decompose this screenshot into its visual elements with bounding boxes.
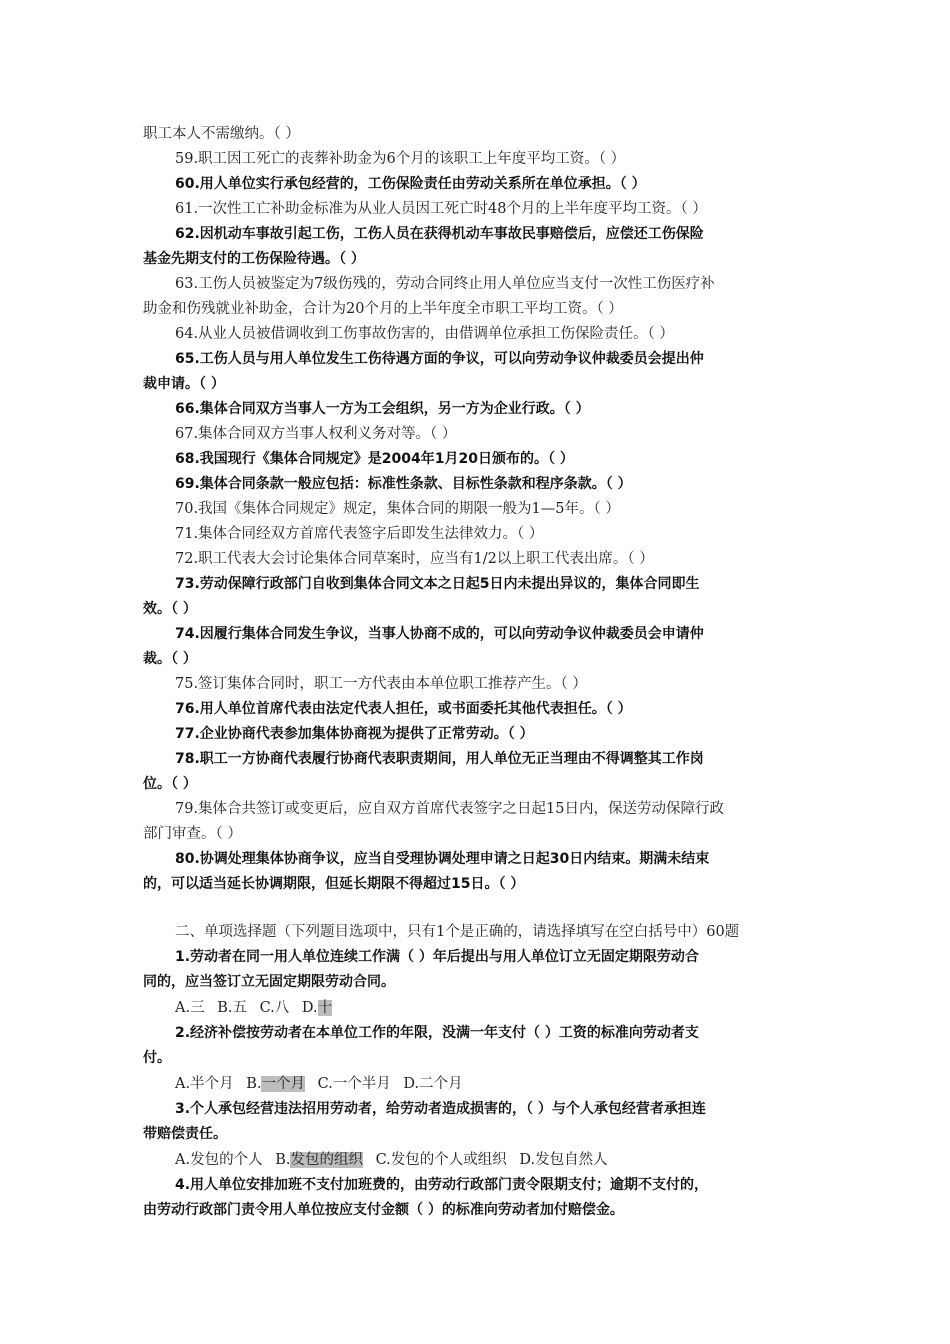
text-line: 部门审查。（ ） <box>143 826 242 842</box>
text-line: 72.职工代表大会讨论集体合同草案时，应当有1/2以上职工代表出席。（ ） <box>175 551 654 567</box>
question-text: 由劳动行政部门责令用人单位按应支付金额（ ）的标准向劳动者加付赔偿金。 <box>143 1202 624 1218</box>
text-line: 67.集体合同双方当事人权利义务对等。（ ） <box>175 426 457 442</box>
question-text: 3.个人承包经营违法招用劳动者，给劳动者造成损害的，（ ）与个人承包经营者承担连 <box>175 1101 706 1117</box>
option-c: C.一个半月 <box>317 1076 391 1092</box>
option-a: A.半个月 <box>175 1076 234 1092</box>
text-line: 73.劳动保障行政部门自收到集体合同文本之日起5日内未提出异议的，集体合同即生 <box>175 576 700 592</box>
text-line: 助金和伤残就业补助金，合计为20个月的上半年度全市职工平均工资。（ ） <box>143 301 623 317</box>
question-text: 付。 <box>143 1050 171 1066</box>
text-line: 76.用人单位首席代表由法定代表人担任，或书面委托其他代表担任。（ ） <box>175 701 632 717</box>
options-row <box>175 1148 616 1173</box>
highlighted-answer: 一个月 <box>261 1076 305 1092</box>
text-line: 裁申请。（ ） <box>143 376 225 392</box>
option-b-highlighted: B.一个月 <box>246 1076 305 1092</box>
option-b: B.五 <box>217 1000 247 1016</box>
text-line: 职工本人不需缴纳。（ ） <box>143 126 300 142</box>
question-text: 1.劳动者在同一用人单位连续工作满（ ）年后提出与用人单位订立无固定期限劳动合 <box>175 949 699 965</box>
text-line: 59.职工因工死亡的丧葬补助金为6个月的该职工上年度平均工资。（ ） <box>175 151 626 167</box>
question-text: 带赔偿责任。 <box>143 1126 227 1142</box>
text-line: 65.工伤人员与用人单位发生工伤待遇方面的争议，可以向劳动争议仲裁委员会提出仲 <box>175 351 704 367</box>
option-c: C.发包的个人或组织 <box>375 1152 507 1168</box>
highlighted-answer: 发包的组织 <box>290 1152 363 1168</box>
question-text: 同的，应当签订立无固定期限劳动合同。 <box>143 974 395 990</box>
text-line: 79.集体合共签订或变更后，应自双方首席代表签字之日起15日内，保送劳动保障行政 <box>175 801 725 817</box>
text-line: 63.工伤人员被鉴定为7级伤残的，劳动合同终止用人单位应当支付一次性工伤医疗补 <box>175 276 715 292</box>
text-line: 效。（ ） <box>143 601 197 617</box>
text-line: 基金先期支付的工伤保险待遇。（ ） <box>143 251 365 267</box>
text-line: 66.集体合同双方当事人一方为工会组织，另一方为企业行政。（ ） <box>175 401 590 417</box>
text-line: 74.因履行集体合同发生争议，当事人协商不成的，可以向劳动争议仲裁委员会申请仲 <box>175 626 704 642</box>
question-text: 4.用人单位安排加班不支付加班费的，由劳动行政部门责令限期支付；逾期不支付的， <box>175 1177 709 1193</box>
option-c: C.八 <box>259 1000 290 1016</box>
question-text: 2.经济补偿按劳动者在本单位工作的年限，没满一年支付（ ）工资的标准向劳动者支 <box>175 1025 699 1041</box>
text-line: 61.一次性工亡补助金标准为从业人员因工死亡时48个月的上半年度平均工资。（ ） <box>175 201 707 217</box>
option-a: A.发包的个人 <box>175 1152 263 1168</box>
text-line: 77.企业协商代表参加集体协商视为提供了正常劳动。（ ） <box>175 726 534 742</box>
text-line: 68.我国现行《集体合同规定》是2004年1月20日颁布的。（ ） <box>175 451 574 467</box>
option-d: D.二个月 <box>403 1076 463 1092</box>
options-row <box>175 996 340 1021</box>
text-line: 80.协调处理集体协商争议，应当自受理协调处理申请之日起30日内结束。期满未结束 <box>175 851 710 867</box>
option-d: D.发包自然人 <box>519 1152 608 1168</box>
text-line: 裁。（ ） <box>143 651 197 667</box>
text-line: 69.集体合同条款一般应包括：标准性条款、目标性条款和程序条款。（ ） <box>175 476 632 492</box>
text-line: 75.签订集体合同时，职工一方代表由本单位职工推荐产生。（ ） <box>175 676 587 692</box>
option-b-highlighted: B.发包的组织 <box>275 1152 363 1168</box>
text-line: 60.用人单位实行承包经营的，工伤保险责任由劳动关系所在单位承担。（ ） <box>175 176 646 192</box>
option-a: A.三 <box>175 1000 205 1016</box>
text-line: 71.集体合同经双方首席代表签字后即发生法律效力。（ ） <box>175 526 544 542</box>
text-line: 64.从业人员被借调收到工伤事故伤害的，由借调单位承担工伤保险责任。（ ） <box>175 326 674 342</box>
text-line: 位。（ ） <box>143 776 197 792</box>
text-line: 70.我国《集体合同规定》规定，集体合同的期限一般为1—5年。（ ） <box>175 501 620 517</box>
highlighted-answer: 十 <box>317 1000 333 1016</box>
section-title: 二、单项选择题（下列题目选项中，只有1个是正确的，请选择填写在空白括号中）60题 <box>175 924 740 940</box>
text-line: 62.因机动车事故引起工伤，工伤人员在获得机动车事故民事赔偿后，应偿还工伤保险 <box>175 226 704 242</box>
text-line: 的，可以适当延长协调期限，但延长期限不得超过15日。（ ） <box>143 876 525 892</box>
options-row <box>175 1072 471 1097</box>
text-line: 78.职工一方协商代表履行协商代表职责期间，用人单位无正当理由不得调整其工作岗 <box>175 751 704 767</box>
option-d-highlighted: D.十 <box>301 1000 333 1016</box>
